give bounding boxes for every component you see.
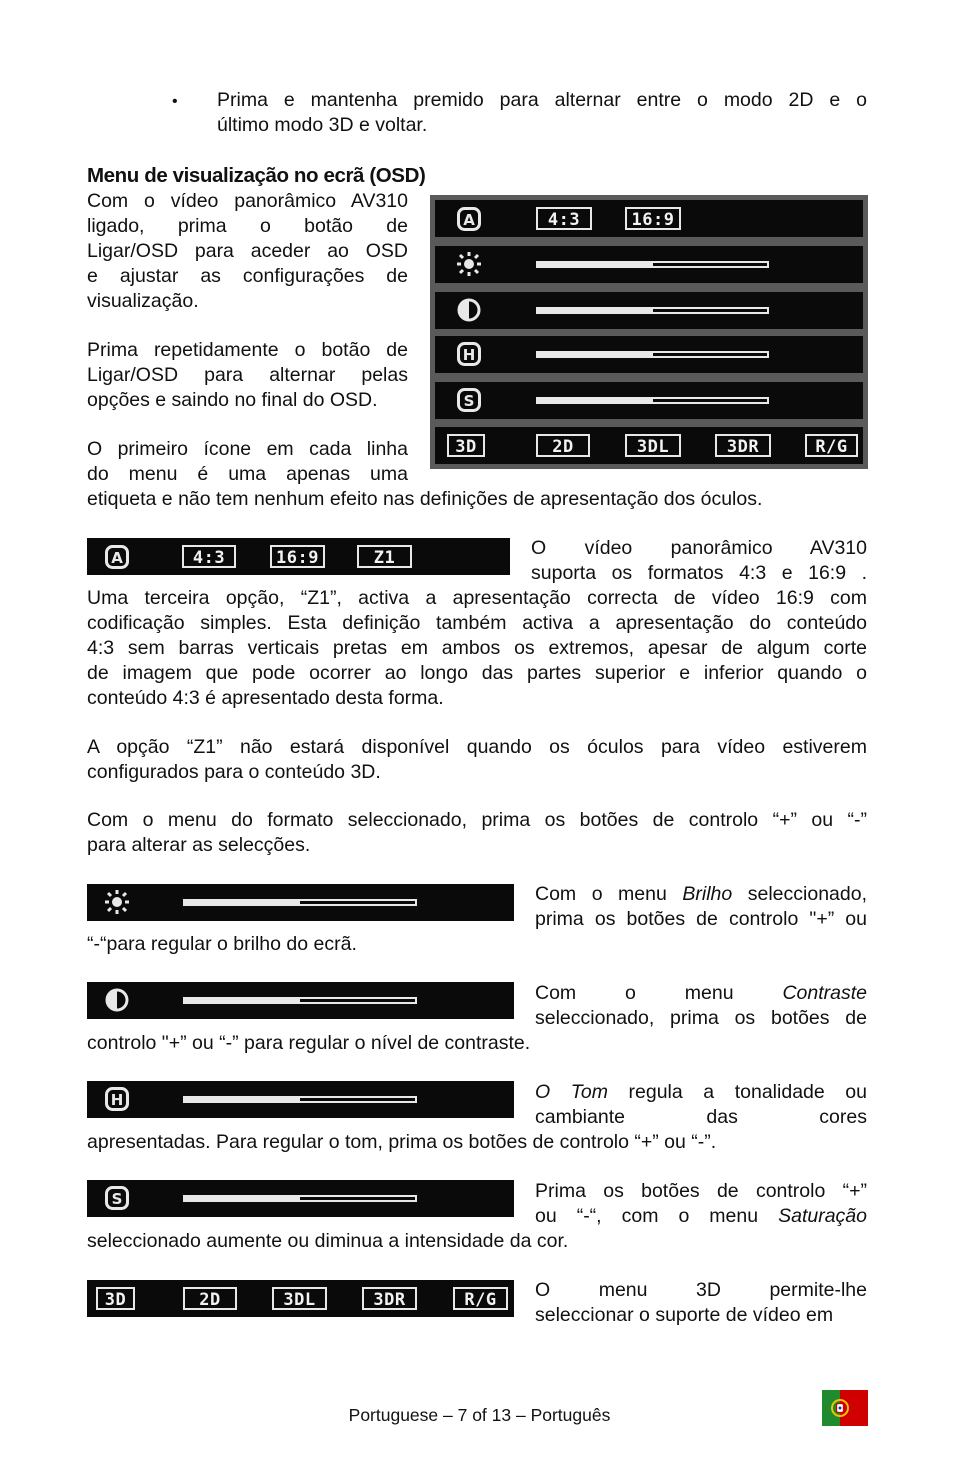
strip-option-16-9[interactable]: 16:9	[270, 545, 325, 568]
3d-menu-strip	[87, 1280, 514, 1317]
contrast-line-3: controlo "+” ou “-” para regular o nível de contraste.	[87, 1032, 531, 1054]
format-body-line-2: codificação simples. Esta definição também activa a apresentação do conteúdo	[87, 612, 867, 634]
osd-row-brightness	[435, 246, 863, 283]
format-right-line-2: suporta os formatos 4:3 e 16:9 .	[531, 562, 867, 584]
osd-menu-panel	[430, 195, 868, 469]
brightness-slider-fill	[538, 263, 653, 266]
saturation-menu-name: Saturação	[778, 1205, 867, 1227]
saturation-icon	[457, 388, 481, 412]
osd-row-format	[435, 200, 863, 237]
format-body-line-5: conteúdo 4:3 é apresentado desta forma.	[87, 687, 444, 709]
saturation-strip-slider-fill	[185, 1197, 300, 1200]
osd-row-3d-mode	[435, 427, 863, 464]
bullet-marker: •	[172, 93, 178, 110]
format-body-line-3: 4:3 sem barras verticais pretas em ambos os extremos, apesar de algum corte	[87, 637, 867, 659]
saturation-line-1: Prima os botões de controlo “+”	[535, 1180, 867, 1202]
brightness-slider[interactable]	[536, 261, 769, 268]
osd-option-3dr[interactable]: 3DR	[715, 434, 771, 457]
hue-line-1	[535, 1080, 867, 1105]
saturation-icon	[105, 1186, 129, 1210]
intro-line-2: ligado, prima o botão de	[87, 215, 408, 237]
saturation-menu-strip	[87, 1180, 514, 1217]
brightness-line-2: prima os botões de controlo "+” ou	[535, 908, 867, 930]
mode3d-line-2: seleccionar o suporte de vídeo em	[535, 1304, 834, 1326]
contrast-slider[interactable]	[536, 307, 769, 314]
strip-option-3dr[interactable]: 3DR	[362, 1287, 417, 1310]
saturation-strip-slider[interactable]	[183, 1195, 417, 1202]
format-control-note	[87, 808, 867, 858]
strip-option-2d[interactable]: 2D	[183, 1287, 237, 1310]
strip-option-rg[interactable]: R/G	[453, 1287, 508, 1310]
saturation-line-2	[535, 1204, 867, 1229]
brightness-icon	[105, 890, 129, 914]
osd-row-saturation	[435, 382, 863, 419]
saturation-line-2a: ou “-“, com o menu	[535, 1205, 779, 1227]
intro-line-5: visualização.	[87, 290, 199, 312]
mode3d-line-1: O menu 3D permite-lhe	[535, 1279, 867, 1301]
strip-option-3dl[interactable]: 3DL	[272, 1287, 327, 1310]
osd-row-contrast	[435, 292, 863, 329]
contrast-line-1	[535, 981, 867, 1006]
osd-row-hue	[435, 336, 863, 373]
hue-menu-strip	[87, 1081, 514, 1118]
contrast-line-1a: Com o menu	[535, 982, 783, 1004]
osd-option-16-9[interactable]: 16:9	[625, 207, 681, 230]
contrast-icon	[105, 988, 129, 1012]
page-footer: Portuguese – 7 of 13 – Português	[348, 1405, 611, 1425]
format-icon	[105, 545, 129, 569]
contrast-strip-slider[interactable]	[183, 997, 417, 1004]
brightness-menu-name: Brilho	[682, 883, 733, 905]
osd-option-3d[interactable]: 3D	[447, 434, 485, 457]
svg-text:H: H	[462, 346, 476, 364]
strip-option-4-3[interactable]: 4:3	[182, 545, 236, 568]
svg-text:S: S	[111, 1190, 123, 1208]
osd-option-2d[interactable]: 2D	[536, 434, 590, 457]
format-right-line-1: O vídeo panorâmico AV310	[531, 537, 867, 559]
format-body-line-4: de imagem que pode ocorrer ao longo das partes superior e inferior quando o	[87, 662, 867, 684]
section-title: Menu de visualização no ecrã (OSD)	[87, 164, 426, 187]
brightness-line-1a: Com o menu	[535, 883, 683, 905]
hue-line-3: apresentadas. Para regular o tom, prima os botões de controlo “+” ou “-”.	[87, 1131, 717, 1153]
svg-text:A: A	[111, 549, 123, 567]
brightness-line-1	[535, 882, 867, 907]
z1-note-line-1: A opção “Z1” não estará disponível quando os óculos para vídeo estiverem	[87, 736, 867, 758]
hue-slider-fill	[538, 353, 653, 356]
contrast-menu-strip	[87, 982, 514, 1019]
intro-line-1: Com o vídeo panorâmico AV310	[87, 190, 408, 212]
format-body	[87, 586, 867, 711]
brightness-menu-strip	[87, 884, 514, 921]
contrast-menu-name: Contraste	[782, 982, 867, 1004]
saturation-slider[interactable]	[536, 397, 769, 404]
intro-p2-line-2: Ligar/OSD para alternar pelas	[87, 364, 408, 386]
osd-option-3dl[interactable]: 3DL	[625, 434, 681, 457]
hue-icon	[105, 1087, 129, 1111]
bullet-line-2: último modo 3D e voltar.	[217, 114, 428, 136]
z1-note-line-2: configurados para o conteúdo 3D.	[87, 761, 381, 783]
contrast-line-2: seleccionado, prima os botões de	[535, 1007, 867, 1029]
intro-p3-line-2: do menu é uma apenas uma	[87, 463, 408, 485]
hue-icon	[457, 342, 481, 366]
intro-p2-line-1: Prima repetidamente o botão de	[87, 339, 408, 361]
hue-line-1b: regula a tonalidade ou	[607, 1081, 867, 1103]
brightness-line-3: “-“para regular o brilho do ecrã.	[87, 933, 357, 955]
hue-slider[interactable]	[536, 351, 769, 358]
z1-note	[87, 735, 867, 785]
brightness-line-1c: seleccionado,	[732, 883, 867, 905]
hue-strip-slider-fill	[185, 1098, 300, 1101]
svg-text:H: H	[110, 1091, 124, 1109]
osd-option-rg[interactable]: R/G	[805, 434, 858, 457]
contrast-icon	[457, 298, 481, 322]
strip-option-z1[interactable]: Z1	[357, 545, 412, 568]
hue-line-2: cambiante das cores	[535, 1106, 867, 1128]
format-control-line-2: para alterar as selecções.	[87, 834, 311, 856]
brightness-strip-slider[interactable]	[183, 899, 417, 906]
intro-p3-line-3: etiqueta e não tem nenhum efeito nas definições de apresentação dos óculos.	[87, 488, 763, 510]
hue-menu-name: O Tom	[535, 1081, 608, 1103]
contrast-strip-slider-fill	[185, 999, 300, 1002]
format-icon	[457, 207, 481, 231]
saturation-slider-fill	[538, 399, 653, 402]
portugal-flag-icon	[822, 1390, 868, 1426]
intro-line-3: Ligar/OSD para aceder ao OSD	[87, 240, 408, 262]
format-control-line-1: Com o menu do formato seleccionado, prima os botões de controlo “+” ou “-”	[87, 809, 867, 831]
strip-option-3d[interactable]: 3D	[96, 1287, 135, 1310]
contrast-slider-fill	[538, 309, 653, 312]
svg-text:A: A	[463, 211, 475, 229]
format-menu-strip	[87, 538, 510, 575]
bullet-line-1: Prima e mantenha premido para alternar entre o modo 2D e o	[217, 89, 867, 111]
intro-p2-line-3: opções e saindo no final do OSD.	[87, 389, 378, 411]
brightness-strip-slider-fill	[185, 901, 300, 904]
format-body-line-1: Uma terceira opção, “Z1”, activa a apresentação correcta de vídeo 16:9 com	[87, 587, 867, 609]
svg-text:S: S	[463, 392, 475, 410]
brightness-icon	[457, 252, 481, 276]
hue-strip-slider[interactable]	[183, 1096, 417, 1103]
intro-p3-line-1: O primeiro ícone em cada linha	[87, 438, 408, 460]
saturation-line-3: seleccionado aumente ou diminua a intensidade da cor.	[87, 1230, 569, 1252]
intro-line-4: e ajustar as configurações de	[87, 265, 408, 287]
osd-option-4-3[interactable]: 4:3	[536, 207, 592, 230]
